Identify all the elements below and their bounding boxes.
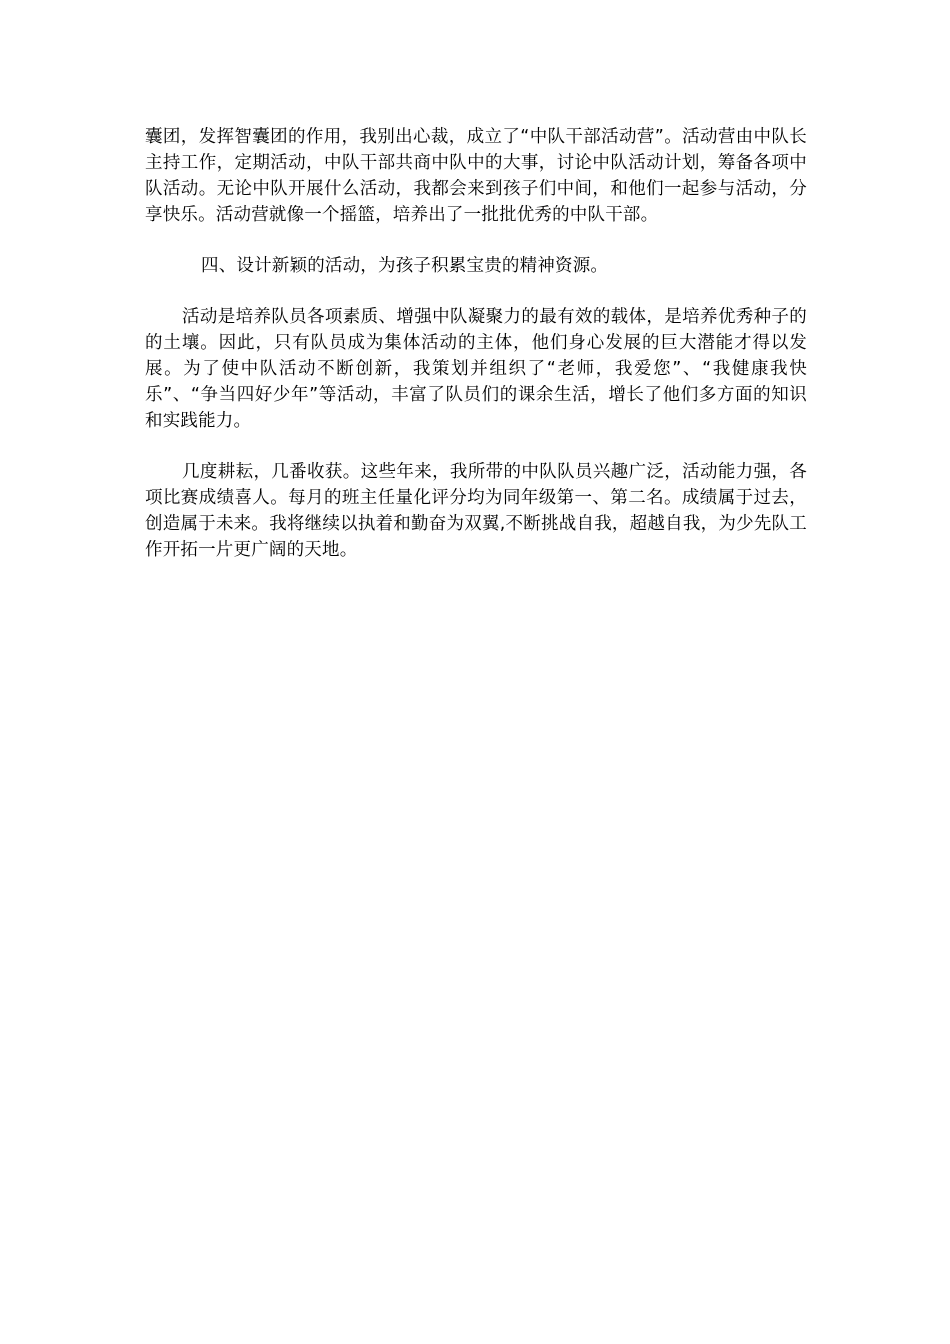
paragraph-gap [145,279,807,304]
paragraph-activities: 活动是培养队员各项素质、增强中队凝聚力的最有效的载体，是培养优秀种子的的土壤。因此，只有队员成为集体活动的主体，他们身心发展的巨大潜能才得以发展。为了使中队活动不断创新，我策划并组织了“老师，我爱您”、“我健康我快乐”、“争当四好少年”等活动，丰富了队员们的课余生活，增长了他们多方面的知识和实践能力。 [145,307,807,431]
section-heading-four: 四、设计新颖的活动，为孩子积累宝贵的精神资源。 [201,256,609,276]
paragraph-think-tank: 囊团，发挥智囊团的作用，我别出心裁，成立了“中队干部活动营”。活动营由中队长主持工作，定期活动，中队干部共商中队中的大事，讨论中队活动计划，筹备各项中队活动。无论中队开展什么活动，我都会来到孩子们中间，和他们一起参与活动，分享快乐。活动营就像一个摇篮，培养出了一批批优秀的中队干部。 [145,127,807,225]
document-body [145,124,807,563]
paragraph-gap [145,434,807,459]
paragraph-gap [145,228,807,253]
paragraph-conclusion: 几度耕耘，几番收获。这些年来，我所带的中队队员兴趣广泛，活动能力强，各项比赛成绩喜人。每月的班主任量化评分均为同年级第一、第二名。成绩属于过去，创造属于未来。我将继续以执着和勤奋为双翼,不断挑战自我，超越自我，为少先队工作开拓一片更广阔的天地。 [145,462,807,560]
